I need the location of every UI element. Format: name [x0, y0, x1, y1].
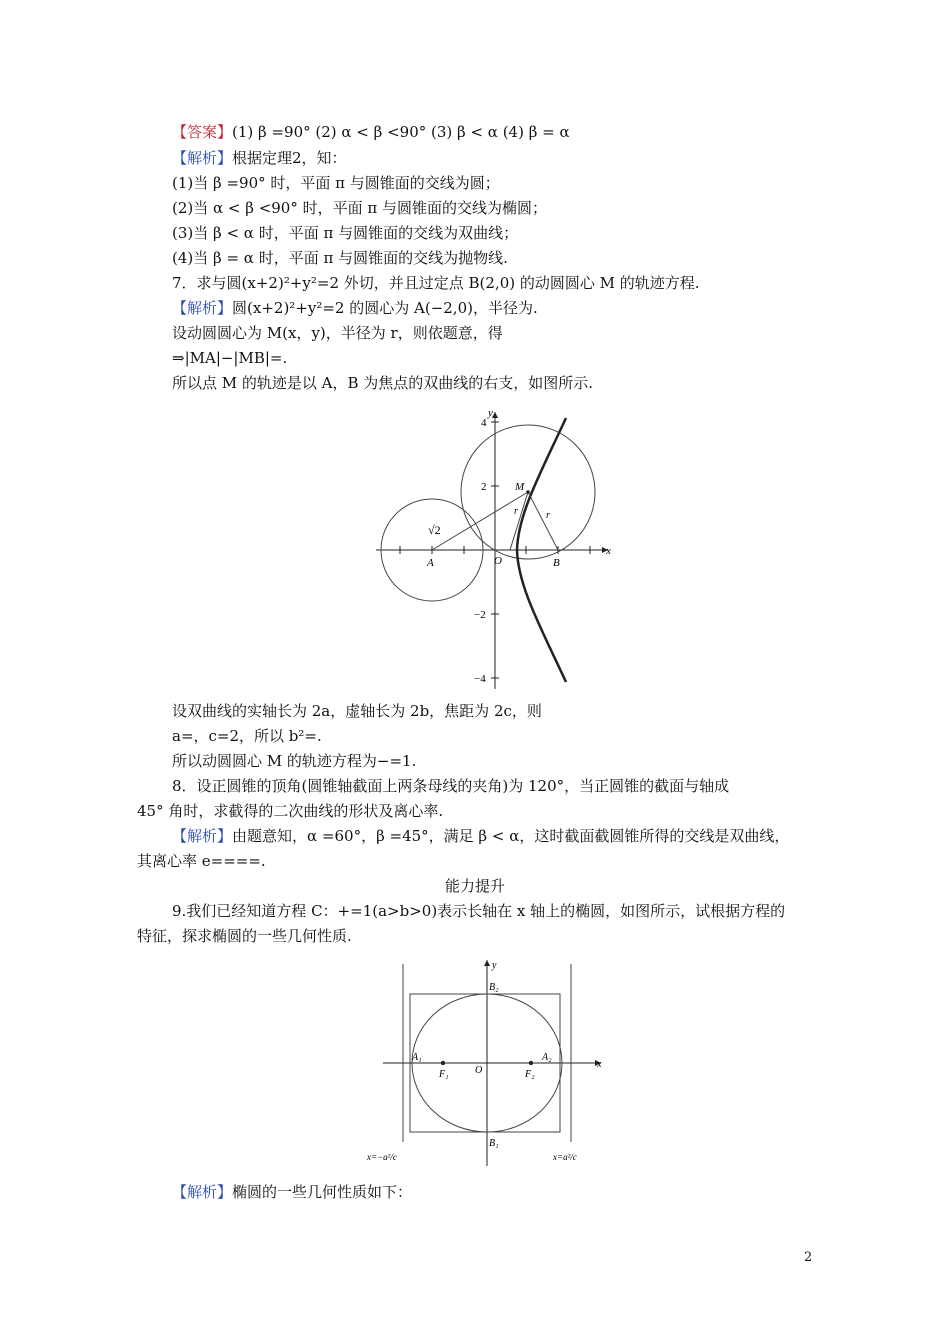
radius-label: r: [514, 506, 518, 517]
directrix-right-label: x=a²/c: [553, 1152, 577, 1162]
answer-text: (1) β =90° (2) α < β <90° (3) β < α (4) β = α: [232, 123, 570, 141]
q7-after-line: a=，c=2，所以 b²=.: [172, 727, 322, 745]
q7-line: 设动圆圆心为 M(x，y)，半径为 r，则依题意，得: [172, 324, 503, 342]
analysis-line: [172, 148, 347, 168]
q7-line: ⇒|MA|−|MB|=.: [172, 349, 288, 367]
vertex-b1-label: B₁: [489, 1138, 499, 1149]
analysis-tag: 【解析】: [172, 827, 233, 845]
focus-f1-label: F₁: [439, 1069, 449, 1080]
focus-f2-label: F₂: [525, 1069, 535, 1080]
x-label: x: [597, 1059, 602, 1070]
point-m-label: M: [515, 481, 525, 493]
focus-f2: [529, 1061, 533, 1065]
q7-after-line: 所以动圆圆心 M 的轨迹方程为−=1.: [172, 752, 417, 770]
hyperbola-figure: [370, 404, 620, 694]
focus-f1: [441, 1061, 445, 1065]
vertex-b2-label: B₂: [489, 982, 499, 993]
analysis-text: 根据定理2，知：: [232, 149, 347, 167]
vertex-a2-label: A₂: [542, 1052, 552, 1063]
q8-analysis-line: [172, 826, 789, 846]
vertex-a1-label: A₁: [412, 1052, 422, 1063]
origin-label: O: [494, 555, 502, 567]
q7-after-line: 设双曲线的实轴长为 2a，虚轴长为 2b，焦距为 2c，则: [172, 702, 542, 720]
answer-tag: 【答案】: [172, 123, 233, 141]
tick-label: 4: [481, 417, 487, 429]
analysis-item: (4)当 β = α 时，平面 π 与圆锥面的交线为抛物线.: [172, 249, 508, 267]
segment-mb: [528, 492, 558, 550]
origin-label: O: [475, 1065, 483, 1076]
analysis-text: 由题意知，α =60°，β =45°，满足 β < α，这时截面截圆锥所得的交线是双曲线，: [232, 827, 790, 845]
point-b-label: B: [553, 557, 560, 569]
analysis-tag: 【解析】: [172, 1183, 233, 1201]
analysis-item: (3)当 β < α 时，平面 π 与圆锥面的交线为双曲线；: [172, 224, 519, 242]
y-label: y: [488, 407, 493, 419]
ellipse-figure: [365, 956, 615, 1168]
analysis-item: (1)当 β =90° 时，平面 π 与圆锥面的交线为圆；: [172, 174, 500, 192]
directrix-left-label: x=−a²/c: [367, 1152, 397, 1162]
answer-line: [172, 122, 570, 142]
analysis-tag: 【解析】: [172, 299, 233, 317]
q7-analysis-line: [172, 298, 538, 318]
sqrt2-label: √2: [428, 523, 441, 537]
question-8-cont: 45° 角时，求截得的二次曲线的形状及离心率.: [137, 802, 444, 820]
question-9-cont: 特征，探求椭圆的一些几何性质.: [137, 927, 352, 945]
question-7: 7．求与圆(x+2)²+y²=2 外切，并且过定点 B(2,0) 的动圆圆心 M 的轨迹方程.: [172, 274, 700, 292]
question-8: 8．设正圆锥的顶角(圆锥轴截面上两条母线的夹角)为 120°，当正圆锥的截面与轴成: [172, 777, 730, 795]
analysis-item: (2)当 α < β <90° 时，平面 π 与圆锥面的交线为椭圆；: [172, 199, 548, 217]
x-label: x: [606, 545, 611, 557]
q7-line: 所以点 M 的轨迹是以 A，B 为焦点的双曲线的右支，如图所示.: [172, 374, 594, 392]
tick-label: −2: [474, 609, 486, 621]
analysis-tag: 【解析】: [172, 149, 233, 167]
question-9: 9.我们已经知道方程 C：+=1(a>b>0)表示长轴在 x 轴上的椭圆，如图所示，试根据方程的: [172, 902, 786, 920]
analysis-text: 椭圆的一些几何性质如下：: [232, 1183, 413, 1201]
section-title: 能力提升: [444, 877, 505, 895]
radius-label: r: [546, 510, 550, 521]
analysis-text: 圆(x+2)²+y²=2 的圆心为 A(−2,0)，半径为.: [232, 299, 538, 317]
q9-analysis-line: [172, 1182, 412, 1202]
tick-label: −4: [474, 673, 486, 685]
point-a-label: A: [427, 557, 434, 569]
q8-analysis-cont: 其离心率 e====.: [137, 852, 266, 870]
page-number: 2: [804, 1250, 813, 1265]
tick-label: 2: [481, 481, 487, 493]
y-label: y: [492, 960, 497, 971]
